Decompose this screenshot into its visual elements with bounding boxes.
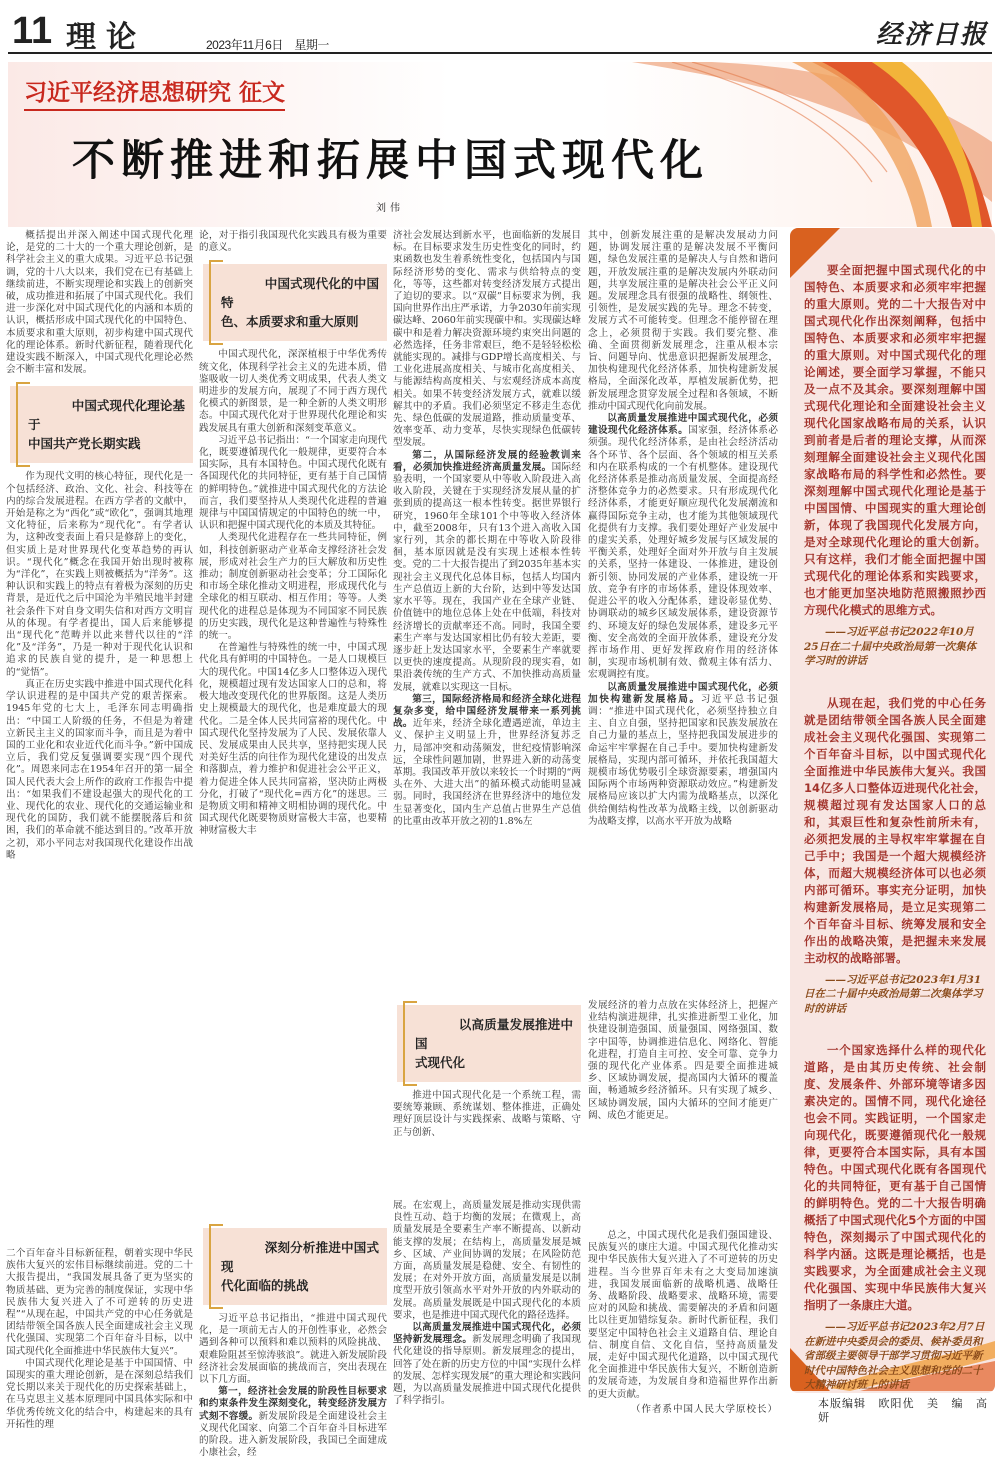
section-heading-line: 以高质量发展推进中国 bbox=[415, 1017, 573, 1051]
column-4-middle bbox=[588, 1000, 778, 1230]
section-heading bbox=[203, 1228, 387, 1305]
body-paragraph: 习近平总书记指出：“一个国家走向现代化，既要遵循现代化一般规律，更要符合本国实际，具有本国特色。中国式现代化既有各国现代化的共同特征，更有基于自己国情的鲜明特色。”就推进中国式现代化的方法论而言，我们要坚持从人类现代化进程的普遍规律与中国国情规定的中国特色的统一中，认识和把握中国式现代化的本质及其特征。 bbox=[199, 434, 387, 532]
lead-sentence: 第二，从国际经济发展的经验教训来看，必须加快推进经济高质量发展。 bbox=[393, 449, 581, 473]
column-4 bbox=[588, 230, 778, 1416]
body-paragraph: 作为现代文明的核心特征，现代化是一个包括经济、政治、文化、社会、科技等在内的综合发展进程。在西方学者的文献中，开始是称之为“西化”或“欧化”，强调其地理文化特征，后来称为“现代化”。有学者认为，这种改变表面上看只是修辞上的变化，但实质上是对世界现代化变革趋势的再认识。“现代化”概念在我国开始出现时被称为“洋化”，在实践上则被概括为“洋务”。这种认识和实践上的特点有着极为深刻的历史背景，是近代之后中国沦为半殖民地半封建社会条件下对自身文明失信和对西方文明盲从的体现。有学者提出，国人后来能够提出“现代化”范畴并以此来替代以往的“洋化”及“洋务”，乃是一种对于现代化认识和追求的民族自觉的提升，是一种思想上的“觉悟”。 bbox=[6, 471, 193, 678]
column-4-top bbox=[588, 230, 778, 1000]
sidebar-quote-2: 从现在起，我们党的中心任务就是团结带领全国各族人民全面建成社会主义现代化强国、实现第二个百年奋斗目标，以中国式现代化全面推进中华民族伟大复兴。我国14亿多人口整体迈进现代化社会，规模超过现有发达国家人口的总和，其艰巨性和复杂性前所未有，必须把发展的主导权牢牢掌握在自己手中；我国是一个超大规模经济体，而超大规模经济体可以也必须内部可循环。事实充分证明，加快构建新发展格局，是立足实现第二个百年奋斗目标、统筹发展和安全作出的战略决策，是把握未来发展主动权的战略部署。 bbox=[804, 695, 986, 965]
paragraph-text: 国际经验表明，一个国家要从中等收入阶段进入高收入阶段，关键在于实现经济发展从量的扩张到质的提高这一根本性转变。据世界银行研究，1960年全球101个中等收入经济体中，截至2008年，只有13个进入高收入国家行列，其余的都长期在中等收入阶段徘徊，基本原因就是没有实现上述根本性转变。党的二十大报告提出了到2035年基本实现社会主义现代化总体目标，包括人均国内生产总值迈上新的大台阶，达到中等发达国家水平等。现在，我国产业在全球产业链、价值链中的地位总体上处在中低端，科技对经济增长的贡献率还不高。同时，我国全要素生产率与发达国家相比仍有较大差距，要逐步赶上发达国家水平，全要素生产率就要以更快的速度提高。从现阶段的现实看，如果沿袭传统的生产方式、不加快推动高质量发展，就难以实现这一目标。 bbox=[393, 461, 582, 693]
body-paragraph: 中国式现代化理论是基于中国国情、中国现实的重大理论创新，是在深刻总结我们党长期以来关于现代化的历史探索基础上，在马克思主义基本原理同中国具体实际和中华优秀传统文化的结合中，构建起来的具有开拓性的理 bbox=[6, 1357, 193, 1430]
lead-sentence: 以高质量发展推进中国式现代化，必须建设现代化经济体系。 bbox=[588, 413, 778, 437]
newspaper-logo: 经济日报 bbox=[875, 20, 988, 50]
body-paragraph: 人类现代化进程存在一些共同特征，例如，科技创新驱动产业革命支撑经济社会发展，形成对社会生产力的巨大解放和历史性推动；制度创新驱动社会变革；分工国际化和市场全球化推动文明进程，形成现代化与全球化的相互联动、相互作用；等等。人类现代化的进程总是体现为不同国家不同民族的历史实践，现代化是这种普遍性与特殊性的统一。 bbox=[199, 532, 387, 642]
lead-sentence: 第一，经济社会发展的阶段性目标要求和约束条件发生深刻变化，转变经济发展方式刻不容缓。 bbox=[199, 1386, 387, 1422]
paragraph-text: 近年来，经济全球化遭遇逆流，单边主义、保护主义明显上升，世界经济复苏乏力，局部冲突和动荡频发，世纪疫情影响深远，全球性问题加剧，世界进入新的动荡变革期。我国改革开放以来较长一个时期的“两头在外、大进大出”的循环模式动能明显减弱。同时，我国经济在世界经济中的地位发生显著变化，国内生产总值占世界生产总值的比重由改革开放之初的1.8%左 bbox=[393, 718, 582, 827]
issue-date: 2023年11月6日 星期一 bbox=[206, 38, 329, 52]
lead-sentence: 第三，国际经济格局和经济全球化进程复杂多变，给中国经济发展带来一系列挑战。 bbox=[393, 693, 581, 730]
body-paragraph bbox=[199, 1386, 387, 1459]
quote-sidebar bbox=[790, 228, 995, 1393]
body-paragraph: 总之，中国式现代化是我们强国建设、民族复兴的康庄大道。中国式现代化推动实现中华民族伟大复兴进入了不可逆转的历史进程。当今世界百年未有之大变局加速演进，我国发展面临新的战略机遇、战略任务、战略阶段、战略要求、战略环境，需要应对的风险和挑战、需要解决的矛盾和问题比以往更加错综复杂。新时代新征程，我们要坚定中国特色社会主义道路自信、理论自信、制度自信、文化自信，坚持高质量发展，走好中国式现代化道路，以中国式现代化全面推进中华民族伟大复兴，不断创造新的发展奇迹，为发展自身和造福世界作出新的更大贡献。 bbox=[588, 1230, 778, 1400]
paragraph-text: 新发展理念明确了我国现代化建设的指导原则。新发展理念的提出，回答了处在新的历史方位的中国“实现什么样的发展、怎样实现发展”的重大理论和实践问题，为以高质量发展推进中国式现代化提供了科学指引。 bbox=[393, 1334, 582, 1407]
section-name: 理论 bbox=[66, 20, 146, 55]
article-title: 不断推进和拓展中国式现代化 bbox=[72, 136, 709, 186]
column-2 bbox=[199, 230, 387, 1459]
column-1-bottom bbox=[6, 1248, 193, 1431]
editor-credits: 本版编辑 欧阳优 美 编 高 妍 bbox=[818, 1397, 988, 1424]
body-paragraph: 发展经济的着力点放在实体经济上，把握产业结构演进规律，扎实推进新型工业化，加快建设制造强国、质量强国、网络强国、数字中国等，协调推进信息化、网络化、智能化进程，打造自主可控、安全可靠、竞争力强的现代化产业体系。四是要全面推进城乡、区域协调发展，提高国内大循环的覆盖面，畅通城乡经济循环。只有实现了城乡、区域协调发展，国内大循环的空间才能更广阔、成色才能更足。 bbox=[588, 1000, 778, 1121]
body-paragraph bbox=[393, 1322, 581, 1407]
column-4-bottom bbox=[588, 1230, 778, 1401]
column-kicker: 习近平经济思想研究 征文 bbox=[24, 78, 285, 111]
column-1 bbox=[6, 230, 193, 1431]
body-paragraph: 在普遍性与特殊性的统一中，中国式现代化具有鲜明的中国特色。一是人口规模巨大的现代化。中国14亿多人口整体迈入现代化，规模超过现有发达国家人口的总和，将极大地改变现代化的世界版图。这是人类历史上规模最大的现代化，也是难度最大的现代化。二是全体人民共同富裕的现代化。中国式现代化坚持发展为了人民、发展依靠人民、发展成果由人民共享，坚持把实现人民对美好生活的向往作为现代化建设的出发点和落脚点，着力维护和促进社会公平正义，着力促进全体人民共同富裕，坚决防止两极分化，打破了“现代化=西方化”的迷思。三是物质文明和精神文明相协调的现代化。中国式现代化既要物质财富极大丰富，也要精神财富极大丰 bbox=[199, 642, 387, 837]
section-heading bbox=[397, 1005, 581, 1082]
page-number: 11 bbox=[12, 10, 53, 52]
section-heading-line: 代化面临的挑战 bbox=[221, 1278, 309, 1293]
section-heading-line: 色、本质要求和重大原则 bbox=[221, 314, 359, 330]
lead-sentence: 以高质量发展推进中国式现代化，必须坚持新发展理念。 bbox=[393, 1322, 581, 1346]
body-paragraph: 中国式现代化，深深植根于中华优秀传统文化，体现科学社会主义的先进本质，借鉴吸收一切人类优秀文明成果，代表人类文明进步的发展方向，展现了不同于西方现代化模式的新图景，是一种全新的人类文明形态。中国式现代化对于世界现代化理论和实践发展具有重大创新和深刻变革意义。 bbox=[199, 349, 387, 434]
column-3-bottom bbox=[393, 1200, 581, 1407]
section-heading-line: 中国式现代化理论基于 bbox=[28, 398, 185, 433]
body-paragraph bbox=[588, 682, 778, 828]
section-heading-line: 中国式现代化的中国特 bbox=[221, 276, 379, 311]
article-author: 刘伟 bbox=[376, 203, 404, 214]
sidebar-quote-3-source: ——习近平总书记2023年2月7日在新进中央委员会的委员、候补委员和省部级主要领导干部学习贯彻习近平新时代中国特色社会主义思想和党的二十大精神研讨班上的讲话 bbox=[804, 1321, 985, 1391]
body-paragraph bbox=[393, 694, 581, 828]
page-header bbox=[8, 8, 992, 54]
body-paragraph bbox=[393, 450, 581, 694]
column-3 bbox=[393, 230, 581, 1407]
body-paragraph: 真正在历史实践中推进中国式现代化科学认识进程的是中国共产党的艰苦探索。1945年党的七大上，毛泽东同志明确指出：“中国工人阶级的任务，不但是为着建立新民主主义的国家而斗争，而且是为着中国的工业化和农业近代化而斗争。”新中国成立后，我们党反复强调要实现“四个现代化”。周恩来同志在1954年召开的第一届全国人民代表大会上所作的政府工作报告中提出：“如果我们不建设起强大的现代化的工业、现代化的农业、现代化的交通运输业和现代化的国防，我们就不能摆脱落后和贫困，我们的革命就不能达到目的。”改革开放之初，邓小平同志对我国现代化建设作出战略 bbox=[6, 678, 193, 861]
column-1-top bbox=[6, 230, 193, 1248]
section-heading bbox=[10, 386, 193, 463]
column-3-middle bbox=[393, 995, 581, 1200]
section-heading-line: 式现代化 bbox=[415, 1055, 466, 1070]
paragraph-text: 国家强，经济体系必须强。现代化经济体系，是由社会经济活动各个环节、各个层面、各个领域的相互关系和内在联系构成的一个有机整体。建设现代化经济体系是推动高质量发展、全面提高经济整体竞争力的必然要求。只有形成现代化经济体系，才能更好顺应现代化发展潮流和赢得国际竞争主动，也才能为其他领域现代化提供有力支撑。我们要处理好产业发展中的虚实关系，处理好城乡发展与区域发展的平衡关系，处理好全面对外开放与自主发展的关系，坚持一体建设、一体推进，建设创新引领、协同发展的产业体系，建设统一开放、竞争有序的市场体系，建设体现效率、促进公平的收入分配体系，建设彰显优势、协调联动的城乡区域发展体系，建设资源节约、环境友好的绿色发展体系，建设多元平衡、安全高效的全面开放体系，建设充分发挥市场作用、更好发挥政府作用的经济体制，实现市场机制有效、微观主体有活力、宏观调控有度。 bbox=[588, 425, 779, 681]
body-paragraph: 概括提出并深入阐述中国式现代化理论，是党的二十大的一个重大理论创新，是科学社会主义的重大成果。习近平总书记强调，党的十八大以来，我们党在已有基础上继续前进，不断实现理论和实践上的创新突破，成功推进和拓展了中国式现代化。我们进一步深化对中国式现代化的内涵和本质的认识，概括形成中国式现代化的中国特色、本质要求和重大原则，初步构建中国式现代化的理论体系。新时代新征程，随着现代化建设实践不断深入，中国式现代化理论必然会不断丰富和发展。 bbox=[6, 230, 193, 376]
body-paragraph: 其中，创新发展注重的是解决发展动力问题，协调发展注重的是解决发展不平衡问题，绿色发展注重的是解决人与自然和谐问题，开放发展注重的是解决发展内外联动问题，共享发展注重的是解决社会公平正义问题。发展理念具有很强的战略性、纲领性、引领性，是发展实践的先导。理念不转变，发展方式不可能转变。但理念不能停留在理念上，必须贯彻于实践。我们要完整、准确、全面贯彻新发展理念，注重从根本宗旨、问题导向、忧患意识把握新发展理念，加快构建现代化经济体系，加快构建新发展格局，全面深化改革，厚植发展新优势，把新发展理念贯穿发展全过程和各领域，不断推动中国式现代化向前发展。 bbox=[588, 230, 778, 412]
paragraph-text: 新发展阶段是全面建设社会主义现代化国家、向第二个百年奋斗目标进军的阶段。进入新发展阶段，我国已全面建成小康社会，经 bbox=[199, 1410, 387, 1459]
paragraph-text: 习近平总书记强调：“推进中国式现代化，必须坚持独立自主、自立自强，坚持把国家和民族发展放在自己力量的基点上，坚持把我国发展进步的命运牢牢掌握在自己手中。要加快构建新发展格局，实现内部可循环，并依托我国超大规模市场优势吸引全球资源要素，增强国内国际两个市场两种资源联动效应。”构建新发展格局应该以扩大内需为战略基点，以深化供给侧结构性改革为战略主线，以创新驱动为战略支撑，以高水平开放为战略 bbox=[588, 693, 779, 827]
sidebar-quote-3: 一个国家选择什么样的现代化道路，是由其历史传统、社会制度、发展条件、外部环境等诸多因素决定的。国情不同，现代化途径也会不同。实践证明，一个国家走向现代化，既要遵循现代化一般规律，更要符合本国实际，具有本国特色。中国式现代化既有各国现代化的共同特征，更有基于自己国情的鲜明特色。党的二十大报告明确概括了中国式现代化5个方面的中国特色，深刻揭示了中国式现代化的科学内涵。这既是理论概括，也是实践要求，为全面建成社会主义现代化强国、实现中华民族伟大复兴指明了一条康庄大道。 bbox=[804, 1043, 986, 1312]
column-2-bottom bbox=[199, 1218, 387, 1459]
headline-banner bbox=[8, 62, 992, 227]
body-paragraph bbox=[588, 413, 778, 681]
body-paragraph: 推进中国式现代化是一个系统工程，需要统筹兼顾、系统谋划、整体推进，正确处理好顶层设计与实践探索、战略与策略、守正与创新、 bbox=[393, 1090, 581, 1138]
sidebar-quote-1-source: ——习近平总书记2022年10月25日在二十届中央政治局第一次集体学习时的讲话 bbox=[804, 626, 977, 667]
body-paragraph: 习近平总书记指出，“推进中国式现代化，是一项前无古人的开创性事业，必然会遇到各种可以预料和难以预料的风险挑战、艰难险阻甚至惊涛骇浪”。就进入新发展阶段经济社会发展面临的挑战而言，突出表现在以下几方面。 bbox=[199, 1313, 387, 1386]
column-3-top bbox=[393, 230, 581, 995]
section-heading-line: 深刻分析推进中国式现 bbox=[221, 1240, 379, 1274]
author-note: （作者系中国人民大学原校长） bbox=[630, 1403, 778, 1415]
body-paragraph: 二个百年奋斗目标新征程，朝着实现中华民族伟大复兴的宏伟目标继续前进。党的二十大报告提出，“我国发展具备了更为坚实的物质基础、更为完善的制度保证，实现中华民族伟大复兴进入了不可逆转的历史进程”“从现在起，中国共产党的中心任务就是团结带领全国各族人民全面建成社会主义现代化强国、实现第二个百年奋斗目标，以中国式现代化全面推进中华民族伟大复兴”。 bbox=[6, 1248, 193, 1357]
sidebar-quote-1: 要全面把握中国式现代化的中国特色、本质要求和必须牢牢把握的重大原则。党的二十大报告对中国式现代化作出深刻阐释，包括中国特色、本质要求和必须牢牢把握的重大原则。对中国式现代化的理论阐述，要全面学习掌握，不能只及一点不及其余。要深刻理解中国式现代化理论和全面建设社会主义现代化国家战略布局的关系，认识到前者是后者的理论支撑，从而深刻理解全面建设社会主义现代化国家战略布局的科学性和必然性。要深刻理解中国式现代化理论是基于中国国情、中国现实的重大理论创新，体现了我国现代化发展方向，是对全球现代化理论的重大创新。只有这样，我们才能全面把握中国式现代化的理论体系和实践要求，也才能更加坚决地防范照搬照抄西方现代化模式的思维方式。 bbox=[804, 263, 986, 617]
body-paragraph: 展。在宏观上，高质量发展是推动实现供需良性互动、趋于均衡的发展；在微观上，高质量发展是全要素生产率不断提高、以新动能支撑的发展；在结构上，高质量发展是城乡、区域、产业间协调的发展；在风险防范方面，高质量发展是稳健、安全、有韧性的发展；在对外开放方面，高质量发展是以制度型开放引领高水平对外开放的内外联动的发展。高质量发展既是中国式现代化的本质要求，也是推进中国式现代化的路径选择。 bbox=[393, 1200, 581, 1321]
sidebar-quote-2-source: ——习近平总书记2023年1月31日在二十届中央政治局第二次集体学习时的讲话 bbox=[804, 973, 983, 1015]
lead-sentence: 以高质量发展推进中国式现代化，必须加快构建新发展格局。 bbox=[588, 681, 778, 705]
section-heading bbox=[203, 264, 387, 341]
body-paragraph: 论，对于指引我国现代化实践具有极为重要的意义。 bbox=[199, 230, 387, 254]
body-paragraph: 济社会发展达到新水平，也面临新的发展目标。在目标要求发生历史性变化的同时，约束函数也发生着系统性变化，包括国内与国际经济形势的变化、需求与供给特点的变化，等等，这些都对转变经济发展方式提出了迫切的要求。以“双碳”目标要求为例，我国向世界作出庄严承诺，力争2030年前实现碳达峰、2060年前实现碳中和。实现碳达峰碳中和是着力解决资源环境约束突出问题的必然选择，任务非常艰巨，绝不是轻轻松松就能实现的。减排与GDP增长高度相关、与工业化进展高度相关、与城市化高度相关、与能源结构高度相关、与宏观经济成本高度相关。如果不转变经济发展方式，就难以缓解其中的矛盾。我们必须坚定不移走生态优先、绿色低碳的发展道路，推动质量变革、效率变革、动力变革，尽快实现绿色低碳转型发展。 bbox=[393, 230, 581, 449]
section-heading-line: 中国共产党长期实践 bbox=[28, 436, 141, 452]
column-2-top bbox=[199, 230, 387, 1218]
